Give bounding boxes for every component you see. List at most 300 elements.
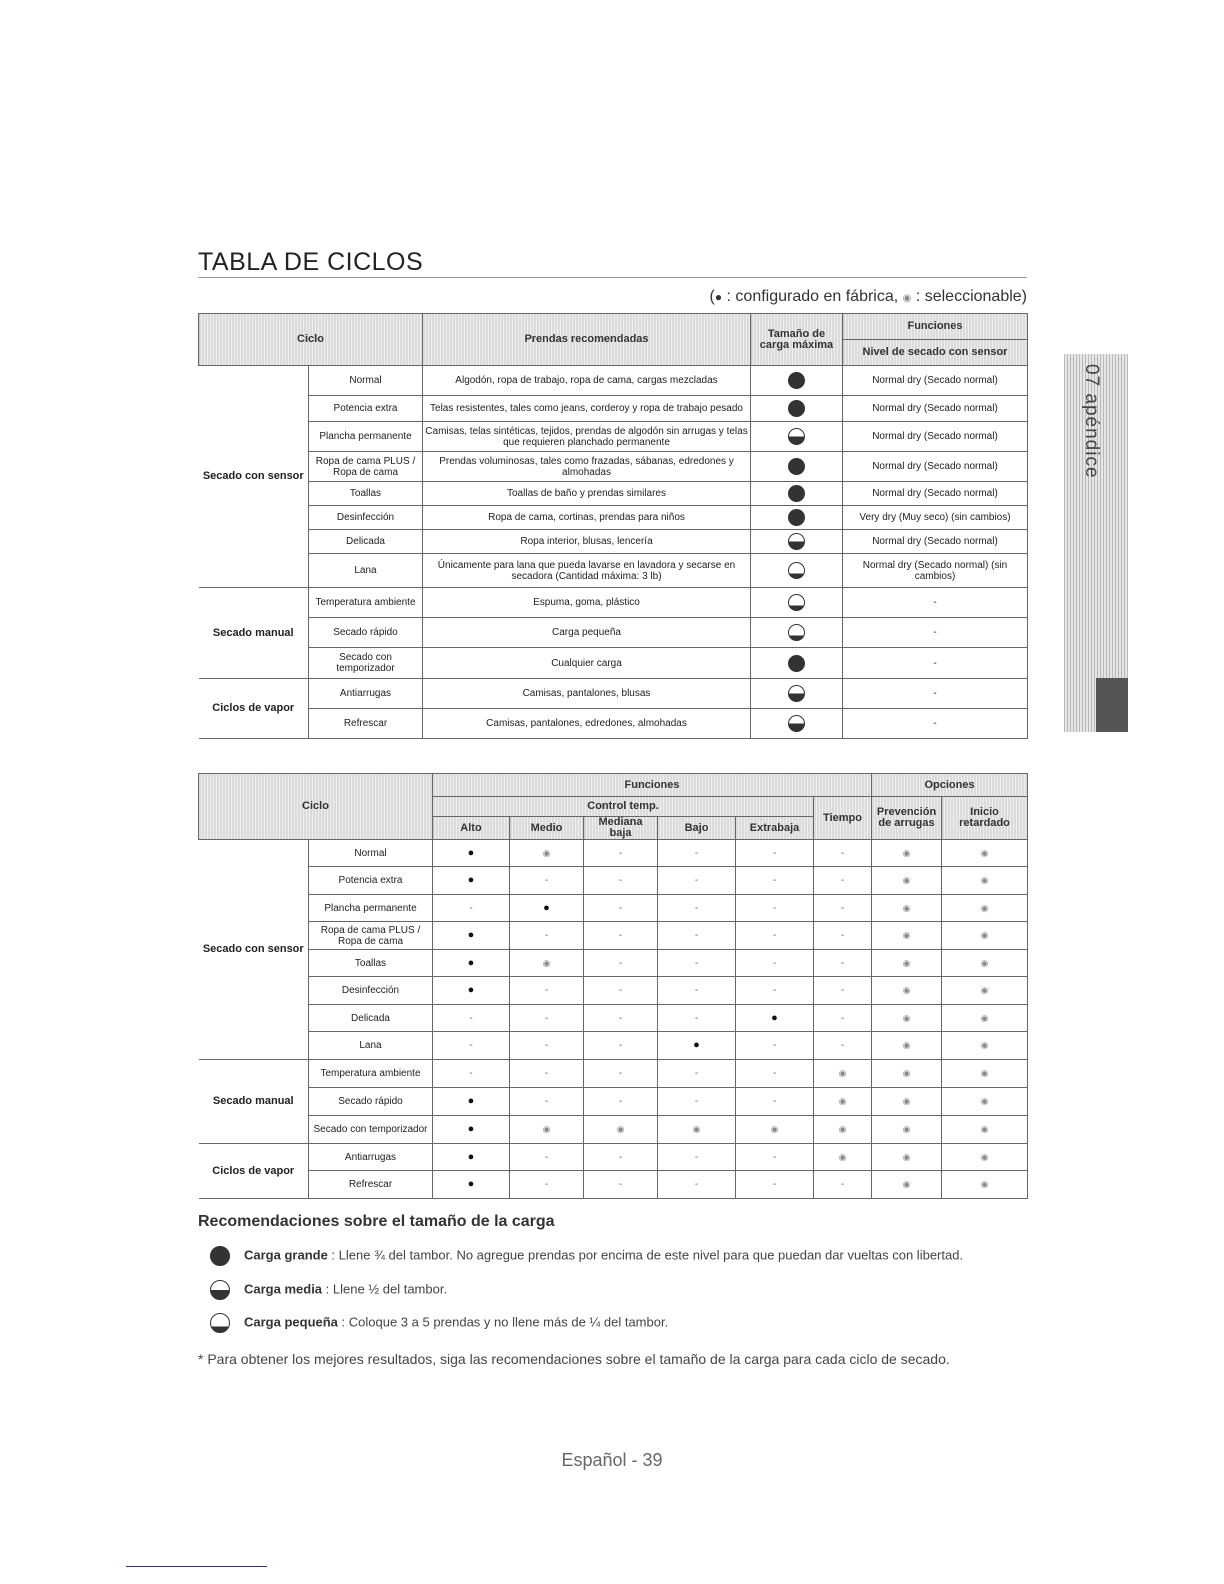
not-available-mark: - xyxy=(618,985,623,996)
function-cell xyxy=(942,840,1028,867)
function-cell xyxy=(872,1088,942,1116)
cycle-group: Ciclos de vapor xyxy=(199,679,309,739)
table-row xyxy=(199,922,1028,950)
max-load-cell xyxy=(751,366,843,396)
not-available-mark: - xyxy=(618,847,623,859)
not-available-mark: - xyxy=(618,875,623,886)
function-cell xyxy=(584,1116,658,1144)
function-cell xyxy=(433,1116,510,1144)
cycle-name: Potencia extra xyxy=(309,867,433,895)
function-cell xyxy=(584,895,658,922)
max-load-cell xyxy=(751,506,843,530)
sensor-dry-level: Normal dry (Secado normal) xyxy=(843,396,1028,422)
not-available-mark: - xyxy=(544,930,549,941)
cycle-name: Temperatura ambiente xyxy=(309,588,423,618)
selectable-mark: ◉ xyxy=(980,902,989,913)
not-available-mark: - xyxy=(618,1096,623,1107)
table-row xyxy=(199,396,1028,422)
cycle-table-functions xyxy=(198,773,1028,1199)
cycle-group: Secado manual xyxy=(199,1060,309,1144)
function-cell xyxy=(814,895,872,922)
selectable-mark: ◉ xyxy=(902,1068,911,1078)
header-max-load: Tamaño de carga máxima xyxy=(751,314,843,366)
selectable-mark: ◉ xyxy=(980,1040,989,1050)
not-available-mark: - xyxy=(772,1068,777,1079)
function-cell xyxy=(736,1060,814,1088)
not-available-mark: - xyxy=(840,847,845,859)
header-temp-control: Control temp. xyxy=(433,797,814,817)
sensor-dry-level: - xyxy=(843,709,1028,739)
table-row xyxy=(199,895,1028,922)
factory-default-mark: ● xyxy=(771,1011,778,1024)
small-load-icon xyxy=(788,594,805,611)
header-temp-medium: Medio xyxy=(510,817,584,840)
function-cell xyxy=(942,1171,1028,1199)
header-garments: Prendas recomendadas xyxy=(423,314,751,366)
table-row xyxy=(199,977,1028,1005)
function-cell xyxy=(510,1088,584,1116)
sensor-dry-level: - xyxy=(843,648,1028,679)
header-functions: Funciones xyxy=(433,774,872,797)
factory-default-mark: ● xyxy=(693,1039,700,1051)
function-cell xyxy=(510,867,584,895)
not-available-mark: - xyxy=(694,1068,699,1079)
function-cell xyxy=(736,895,814,922)
recommended-garments: Únicamente para lana que pueda lavarse en lavadora y secarse en secadora (Cantidad máxima: 3 lb) xyxy=(423,554,751,588)
function-cell xyxy=(433,867,510,895)
not-available-mark: - xyxy=(544,875,549,886)
cycle-name: Secado con temporizador xyxy=(309,1116,433,1144)
not-available-mark: - xyxy=(694,875,699,886)
page-title: TABLA DE CICLOS xyxy=(198,248,424,276)
not-available-mark: - xyxy=(772,930,777,941)
cycle-name: Plancha permanente xyxy=(309,895,433,922)
function-cell xyxy=(736,922,814,950)
cycle-name: Refrescar xyxy=(309,1171,433,1199)
not-available-mark: - xyxy=(772,1096,777,1107)
function-cell xyxy=(584,1088,658,1116)
function-cell xyxy=(942,1005,1028,1032)
function-cell xyxy=(736,1144,814,1171)
function-cell xyxy=(658,1060,736,1088)
not-available-mark: - xyxy=(618,1040,623,1051)
selectable-symbol: ◉ xyxy=(902,293,912,304)
not-available-mark: - xyxy=(618,1012,623,1024)
large-load-icon xyxy=(788,372,805,389)
table-row xyxy=(199,482,1028,506)
header-time: Tiempo xyxy=(814,797,872,840)
function-cell xyxy=(736,1088,814,1116)
function-cell xyxy=(433,1171,510,1199)
cycle-name: Secado rápido xyxy=(309,618,423,648)
not-available-mark: - xyxy=(772,985,777,996)
recommended-garments: Camisas, pantalones, edredones, almohadas xyxy=(423,709,751,739)
function-cell xyxy=(433,840,510,867)
selectable-mark: ◉ xyxy=(902,1096,911,1106)
function-cell xyxy=(433,922,510,950)
function-cell xyxy=(736,1171,814,1199)
selectable-mark: ◉ xyxy=(902,1124,911,1134)
function-cell xyxy=(658,1032,736,1060)
function-cell xyxy=(433,895,510,922)
medium-load-icon xyxy=(210,1280,230,1300)
cycle-name: Delicada xyxy=(309,1005,433,1032)
selectable-mark: ◉ xyxy=(902,930,911,940)
selectable-mark: ◉ xyxy=(980,1179,989,1189)
selectable-mark: ◉ xyxy=(542,1124,551,1134)
recommended-garments: Camisas, pantalones, blusas xyxy=(423,679,751,709)
not-available-mark: - xyxy=(840,930,845,941)
not-available-mark: - xyxy=(618,930,623,941)
function-cell xyxy=(433,950,510,977)
header-delay-start: Inicio retardado xyxy=(942,797,1028,840)
recommended-garments: Prendas voluminosas, tales como frazadas, sábanas, edredones y almohadas xyxy=(423,452,751,482)
function-cell xyxy=(510,1060,584,1088)
small-load-icon xyxy=(788,562,805,579)
cycle-name: Plancha permanente xyxy=(309,422,423,452)
not-available-mark: - xyxy=(618,1068,623,1079)
function-cell xyxy=(510,1144,584,1171)
recommendation-large: Carga grande : Llene ¾ del tambor. No agregue prendas por encima de este nivel para que puedan dar vueltas con libertad. xyxy=(210,1246,963,1266)
function-cell xyxy=(584,867,658,895)
not-available-mark: - xyxy=(772,1151,777,1163)
function-cell xyxy=(584,1144,658,1171)
selectable-mark: ◉ xyxy=(770,1124,779,1134)
selectable-mark: ◉ xyxy=(838,1068,847,1078)
cycle-group: Secado con sensor xyxy=(199,840,309,1060)
max-load-cell xyxy=(751,396,843,422)
sensor-dry-level: - xyxy=(843,588,1028,618)
not-available-mark: - xyxy=(694,1012,699,1024)
function-cell xyxy=(814,1116,872,1144)
cycle-name: Delicada xyxy=(309,530,423,554)
not-available-mark: - xyxy=(840,1040,845,1051)
small-load-icon xyxy=(788,624,805,641)
function-cell xyxy=(872,840,942,867)
function-cell xyxy=(433,1088,510,1116)
function-cell xyxy=(872,1060,942,1088)
function-cell xyxy=(510,1116,584,1144)
factory-default-mark: ● xyxy=(467,874,475,886)
not-available-mark: - xyxy=(772,957,777,969)
recommendation-small: Carga pequeña : Coloque 3 a 5 prendas y no llene más de ¼ del tambor. xyxy=(210,1313,668,1333)
footnote: * Para obtener los mejores resultados, siga las recomendaciones sobre el tamaño de la carga para cada ciclo de secado. xyxy=(198,1351,950,1367)
cycle-table-garments xyxy=(198,313,1028,739)
recommended-garments: Algodón, ropa de trabajo, ropa de cama, cargas mezcladas xyxy=(423,366,751,396)
function-cell xyxy=(658,922,736,950)
not-available-mark: - xyxy=(618,957,623,969)
header-temp-medium-low: Mediana baja xyxy=(584,817,658,840)
max-load-cell xyxy=(751,530,843,554)
cycle-name: Antiarrugas xyxy=(309,1144,433,1171)
function-cell xyxy=(584,1005,658,1032)
function-cell xyxy=(872,895,942,922)
function-cell xyxy=(942,1032,1028,1060)
function-cell xyxy=(872,1171,942,1199)
table-row xyxy=(199,1144,1028,1171)
chapter-marker xyxy=(1096,678,1128,732)
selectable-mark: ◉ xyxy=(902,902,911,913)
table-row xyxy=(199,506,1028,530)
not-available-mark: - xyxy=(694,985,699,996)
header-sensor-level: Nivel de secado con sensor xyxy=(843,340,1028,366)
function-cell xyxy=(584,1060,658,1088)
function-cell xyxy=(510,977,584,1005)
function-cell xyxy=(433,1060,510,1088)
large-load-icon xyxy=(788,400,805,417)
cycle-group: Ciclos de vapor xyxy=(199,1144,309,1199)
factory-default-mark: ● xyxy=(467,956,475,969)
selectable-mark: ◉ xyxy=(980,1151,989,1162)
recommended-garments: Carga pequeña xyxy=(423,618,751,648)
header-cycle: Ciclo xyxy=(199,774,433,840)
factory-default-mark: ● xyxy=(467,929,475,941)
not-available-mark: - xyxy=(544,1151,549,1163)
not-available-mark: - xyxy=(618,902,623,914)
cycle-name: Secado con temporizador xyxy=(309,648,423,679)
selectable-mark: ◉ xyxy=(980,875,989,885)
function-cell xyxy=(814,977,872,1005)
header-temp-low: Bajo xyxy=(658,817,736,840)
selectable-mark: ◉ xyxy=(542,847,551,858)
not-available-mark: - xyxy=(544,1179,549,1190)
selectable-mark: ◉ xyxy=(902,985,911,995)
not-available-mark: - xyxy=(772,847,777,859)
function-cell xyxy=(658,1144,736,1171)
table-row xyxy=(199,1088,1028,1116)
large-load-icon xyxy=(788,458,805,475)
function-cell xyxy=(584,840,658,867)
cycle-group: Secado manual xyxy=(199,588,309,679)
table-row xyxy=(199,840,1028,867)
function-cell xyxy=(872,867,942,895)
table-row xyxy=(199,709,1028,739)
function-cell xyxy=(942,977,1028,1005)
table-row xyxy=(199,554,1028,588)
function-cell xyxy=(814,1005,872,1032)
function-cell xyxy=(658,1005,736,1032)
selectable-mark: ◉ xyxy=(692,1124,701,1134)
not-available-mark: - xyxy=(772,875,777,886)
selectable-mark: ◉ xyxy=(980,985,989,995)
symbol-legend: (● : configurado en fábrica, ◉ : seleccionable) xyxy=(709,288,1027,305)
function-cell xyxy=(658,1171,736,1199)
function-cell xyxy=(510,1032,584,1060)
function-cell xyxy=(942,1060,1028,1088)
not-available-mark: - xyxy=(840,902,845,914)
selectable-mark: ◉ xyxy=(838,1124,847,1134)
function-cell xyxy=(433,977,510,1005)
table-row xyxy=(199,530,1028,554)
factory-default-mark: ● xyxy=(467,1178,475,1190)
function-cell xyxy=(942,867,1028,895)
function-cell xyxy=(510,1171,584,1199)
large-load-icon xyxy=(788,655,805,672)
function-cell xyxy=(872,977,942,1005)
not-available-mark: - xyxy=(840,985,845,996)
function-cell xyxy=(942,922,1028,950)
cycle-name: Ropa de cama PLUS / Ropa de cama xyxy=(309,452,423,482)
header-cycle: Ciclo xyxy=(199,314,423,366)
large-load-icon xyxy=(788,509,805,526)
cycle-name: Normal xyxy=(309,840,433,867)
table-row xyxy=(199,1116,1028,1144)
max-load-cell xyxy=(751,554,843,588)
cycle-name: Lana xyxy=(309,1032,433,1060)
recommended-garments: Toallas de baño y prendas similares xyxy=(423,482,751,506)
selectable-mark: ◉ xyxy=(902,875,911,885)
header-temp-high: Alto xyxy=(433,817,510,840)
cycle-name: Normal xyxy=(309,366,423,396)
not-available-mark: - xyxy=(772,1179,777,1190)
not-available-mark: - xyxy=(469,1068,473,1079)
function-cell xyxy=(658,867,736,895)
not-available-mark: - xyxy=(544,985,549,996)
function-cell xyxy=(658,950,736,977)
cycle-name: Refrescar xyxy=(309,709,423,739)
function-cell xyxy=(510,895,584,922)
selectable-mark: ◉ xyxy=(542,957,551,968)
table-row xyxy=(199,366,1028,396)
recommendations-title: Recomendaciones sobre el tamaño de la carga xyxy=(198,1213,555,1230)
factory-default-mark: ● xyxy=(467,1123,475,1135)
not-available-mark: - xyxy=(772,902,777,914)
not-available-mark: - xyxy=(469,1040,473,1051)
cycle-name: Temperatura ambiente xyxy=(309,1060,433,1088)
not-available-mark: - xyxy=(694,1179,699,1190)
function-cell xyxy=(736,950,814,977)
medium-load-icon xyxy=(788,715,805,732)
sensor-dry-level: Normal dry (Secado normal) xyxy=(843,482,1028,506)
selectable-mark: ◉ xyxy=(902,1012,911,1023)
sensor-dry-level: - xyxy=(843,618,1028,648)
table-row xyxy=(199,1032,1028,1060)
selectable-mark: ◉ xyxy=(980,957,989,968)
sensor-dry-level: Normal dry (Secado normal) xyxy=(843,366,1028,396)
header-wrinkle-prevention: Prevención de arrugas xyxy=(872,797,942,840)
table-row xyxy=(199,648,1028,679)
not-available-mark: - xyxy=(694,957,699,969)
medium-load-icon xyxy=(788,533,805,550)
factory-default-mark: ● xyxy=(467,984,475,996)
max-load-cell xyxy=(751,709,843,739)
table-row xyxy=(199,1005,1028,1032)
function-cell xyxy=(736,1032,814,1060)
function-cell xyxy=(510,922,584,950)
max-load-cell xyxy=(751,618,843,648)
page-link-underline xyxy=(126,1566,267,1567)
not-available-mark: - xyxy=(544,1096,549,1107)
sensor-dry-level: Normal dry (Secado normal) xyxy=(843,422,1028,452)
function-cell xyxy=(942,1116,1028,1144)
function-cell xyxy=(736,977,814,1005)
function-cell xyxy=(814,950,872,977)
function-cell xyxy=(872,950,942,977)
function-cell xyxy=(658,977,736,1005)
sensor-dry-level: Normal dry (Secado normal) xyxy=(843,452,1028,482)
max-load-cell xyxy=(751,452,843,482)
selectable-mark: ◉ xyxy=(980,847,989,858)
max-load-cell xyxy=(751,482,843,506)
table-row xyxy=(199,618,1028,648)
recommended-garments: Telas resistentes, tales como jeans, corderoy y ropa de trabajo pesado xyxy=(423,396,751,422)
chapter-label: 07 apéndice xyxy=(1081,364,1102,479)
selectable-mark: ◉ xyxy=(980,1096,989,1106)
table-row xyxy=(199,867,1028,895)
function-cell xyxy=(814,1088,872,1116)
function-cell xyxy=(942,1088,1028,1116)
sensor-dry-level: Normal dry (Secado normal) (sin cambios) xyxy=(843,554,1028,588)
not-available-mark: - xyxy=(694,847,699,859)
selectable-mark: ◉ xyxy=(902,957,911,968)
small-load-icon xyxy=(210,1313,230,1333)
function-cell xyxy=(814,840,872,867)
recommended-garments: Espuma, goma, plástico xyxy=(423,588,751,618)
not-available-mark: - xyxy=(840,1012,845,1024)
chapter-side-tab xyxy=(1064,354,1128,732)
table-row xyxy=(199,1060,1028,1088)
medium-load-icon xyxy=(788,428,805,445)
function-cell xyxy=(584,922,658,950)
not-available-mark: - xyxy=(772,1040,777,1051)
function-cell xyxy=(433,1032,510,1060)
not-available-mark: - xyxy=(694,1096,699,1107)
cycle-name: Toallas xyxy=(309,482,423,506)
not-available-mark: - xyxy=(618,1179,623,1190)
selectable-mark: ◉ xyxy=(902,1179,911,1189)
function-cell xyxy=(814,1032,872,1060)
selectable-mark: ◉ xyxy=(902,1040,911,1050)
table-row xyxy=(199,1171,1028,1199)
function-cell xyxy=(584,1171,658,1199)
max-load-cell xyxy=(751,588,843,618)
selectable-mark: ◉ xyxy=(980,1124,989,1134)
function-cell xyxy=(814,1144,872,1171)
table-row xyxy=(199,950,1028,977)
max-load-cell xyxy=(751,422,843,452)
recommended-garments: Camisas, telas sintéticas, tejidos, prendas de algodón sin arrugas y telas que requieren planchado permanente xyxy=(423,422,751,452)
cycle-name: Lana xyxy=(309,554,423,588)
table-row xyxy=(199,679,1028,709)
function-cell xyxy=(872,1144,942,1171)
function-cell xyxy=(872,1116,942,1144)
page-number: Español - 39 xyxy=(561,1450,663,1470)
sensor-dry-level: Normal dry (Secado normal) xyxy=(843,530,1028,554)
large-load-icon xyxy=(788,485,805,502)
selectable-mark: ◉ xyxy=(980,1012,989,1023)
cycle-name: Toallas xyxy=(309,950,433,977)
table-row xyxy=(199,588,1028,618)
function-cell xyxy=(942,950,1028,977)
cycle-name: Antiarrugas xyxy=(309,679,423,709)
cycle-group: Secado con sensor xyxy=(199,366,309,588)
function-cell xyxy=(658,840,736,867)
header-functions: Funciones xyxy=(843,314,1028,340)
not-available-mark: - xyxy=(840,957,845,969)
function-cell xyxy=(584,950,658,977)
selectable-mark: ◉ xyxy=(980,1068,989,1078)
function-cell xyxy=(510,950,584,977)
function-cell xyxy=(510,1005,584,1032)
table-row xyxy=(199,452,1028,482)
function-cell xyxy=(736,1116,814,1144)
header-options: Opciones xyxy=(872,774,1028,797)
selectable-mark: ◉ xyxy=(838,1096,847,1106)
function-cell xyxy=(584,1032,658,1060)
function-cell xyxy=(814,922,872,950)
function-cell xyxy=(872,922,942,950)
max-load-cell xyxy=(751,679,843,709)
